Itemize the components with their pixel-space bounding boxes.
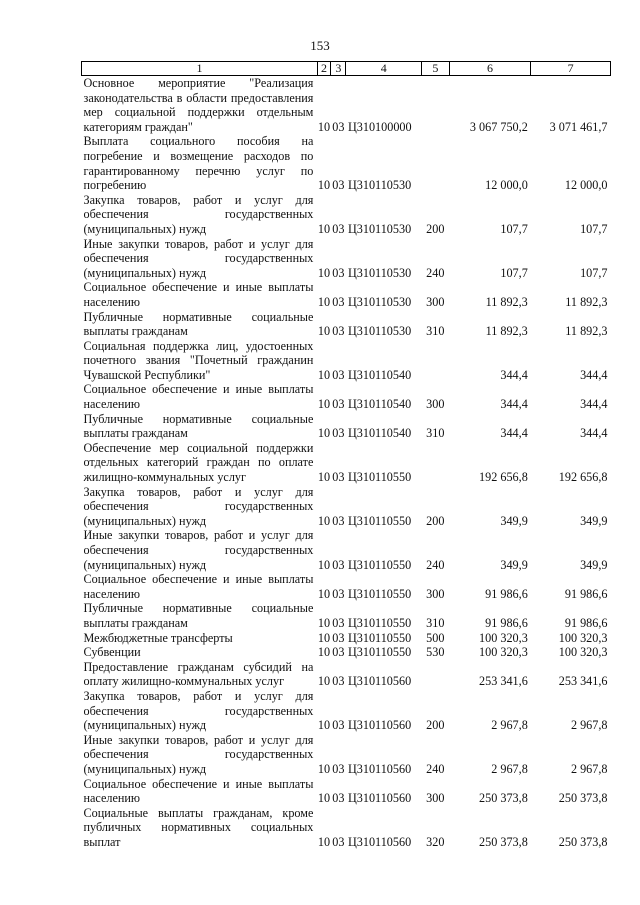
row-amount-year-2: 107,7: [580, 265, 608, 280]
row-subsection: 03: [332, 265, 345, 280]
row-name: Социальное обеспечение и иные выплаты населению: [83, 280, 314, 309]
row-amount-year-1: 91 986,6: [485, 615, 528, 630]
row-subsection: 03: [332, 294, 345, 309]
table-row: [82, 572, 611, 601]
row-section: 10: [317, 761, 331, 776]
row-amount-year-2: 91 986,6: [564, 615, 608, 630]
row-section: 10: [317, 294, 331, 309]
row-section: 10: [317, 513, 331, 528]
row-expense-type: [422, 134, 450, 192]
row-amount-year-1: 250 373,8: [479, 834, 528, 849]
table-row: [82, 237, 611, 281]
row-target-code: Ц310110560: [347, 674, 412, 689]
row-section: 10: [317, 645, 331, 660]
row-name: Публичные нормативные социальные выплаты гражданам: [83, 411, 314, 441]
row-amount-year-1: 344,4: [500, 397, 528, 412]
row-amount-year-1: 91 986,6: [485, 586, 528, 601]
row-section: 10: [317, 367, 331, 382]
row-target-code: Ц310110560: [347, 718, 412, 733]
row-name: Социальная поддержка лиц, удостоенных почетного звания "Почетный гражданин Чувашской Республики": [83, 338, 314, 382]
row-amount-year-1: 107,7: [500, 221, 528, 236]
table-row: [82, 382, 611, 411]
row-subsection: 03: [332, 557, 345, 572]
row-section: 10: [317, 265, 331, 280]
row-target-code: Ц310110530: [347, 265, 412, 280]
row-section: 10: [317, 834, 331, 849]
row-name: Социальные выплаты гражданам, кроме публичных нормативных социальных выплат: [83, 805, 314, 849]
row-target-code: Ц310110560: [347, 761, 412, 776]
row-amount-year-2: 100 320,3: [558, 645, 608, 660]
row-subsection: 03: [332, 367, 345, 382]
row-name: Основное мероприятие "Реализация законодательства в области предоставления мер социальной поддержки отдельным категориям граждан": [83, 76, 314, 134]
row-section: 10: [317, 470, 331, 485]
row-subsection: 03: [332, 791, 345, 806]
row-target-code: Ц310110550: [347, 586, 412, 601]
row-expense-type: 310: [426, 615, 445, 630]
row-amount-year-1: 250 373,8: [479, 791, 528, 806]
row-target-code: Ц310110540: [347, 426, 412, 441]
row-name: Закупка товаров, работ и услуг для обеспечения государственных (муниципальных) нужд: [83, 192, 314, 236]
row-expense-type: 500: [426, 630, 445, 645]
row-amount-year-2: 2 967,8: [570, 761, 608, 776]
header-row: [82, 62, 611, 76]
row-expense-type: 240: [426, 557, 445, 572]
header-col-7: 7: [531, 62, 611, 76]
row-amount-year-2: 100 320,3: [558, 630, 608, 645]
row-name: Закупка товаров, работ и услуг для обеспечения государственных (муниципальных) нужд: [83, 484, 314, 528]
row-section: 10: [317, 674, 331, 689]
row-amount-year-2: 12 000,0: [564, 178, 608, 193]
table-body: [82, 76, 611, 850]
row-target-code: Ц310110550: [347, 470, 412, 485]
row-amount-year-1: 192 656,8: [479, 470, 528, 485]
row-target-code: Ц310110550: [347, 630, 412, 645]
row-target-code: Ц310110560: [347, 791, 412, 806]
row-section: 10: [317, 557, 331, 572]
budget-table: [81, 61, 611, 849]
row-name: Иные закупки товаров, работ и услуг для обеспечения государственных (муниципальных) нужд: [83, 732, 314, 776]
row-amount-year-1: 11 892,3: [485, 324, 528, 339]
row-amount-year-2: 192 656,8: [558, 470, 608, 485]
row-subsection: 03: [332, 586, 345, 601]
header-col-2: 2: [317, 62, 330, 76]
row-target-code: Ц310110530: [347, 221, 412, 236]
row-name: Социальное обеспечение и иные выплаты населению: [83, 572, 314, 601]
row-subsection: 03: [332, 761, 345, 776]
table-row: [82, 310, 611, 339]
row-target-code: Ц310110560: [347, 834, 412, 849]
table-row: [82, 76, 611, 135]
row-name: Выплата социального пособия на погребение и возмещение расходов по гарантированному перечню услуг по погребению: [83, 134, 314, 193]
header-col-5: 5: [422, 62, 450, 76]
row-target-code: Ц310110540: [347, 367, 412, 382]
row-subsection: 03: [332, 221, 345, 236]
row-amount-year-1: 100 320,3: [479, 630, 528, 645]
table-row: [82, 660, 611, 689]
row-expense-type: 300: [426, 397, 445, 412]
header-col-4: 4: [346, 62, 422, 76]
row-subsection: 03: [332, 834, 345, 849]
row-name: Иные закупки товаров, работ и услуг для обеспечения государственных (муниципальных) нужд: [83, 236, 314, 280]
row-amount-year-1: 12 000,0: [485, 178, 528, 193]
row-expense-type: 310: [426, 426, 445, 441]
row-name: Субвенции: [83, 645, 141, 660]
table-row: [82, 733, 611, 777]
header-col-3: 3: [331, 62, 346, 76]
row-amount-year-1: 349,9: [500, 513, 528, 528]
row-amount-year-2: 253 341,6: [558, 674, 608, 689]
row-section: 10: [317, 615, 331, 630]
row-expense-type: 320: [426, 834, 445, 849]
table-row: [82, 777, 611, 806]
row-target-code: Ц310110550: [347, 615, 412, 630]
table-row: [82, 193, 611, 237]
row-amount-year-2: 11 892,3: [565, 324, 608, 339]
row-target-code: Ц310110540: [347, 397, 412, 412]
row-expense-type: 240: [426, 761, 445, 776]
row-expense-type: [422, 441, 450, 485]
row-name: Закупка товаров, работ и услуг для обеспечения государственных (муниципальных) нужд: [83, 688, 314, 733]
table-row: [82, 689, 611, 733]
page-number: 153: [310, 38, 330, 53]
row-section: 10: [317, 630, 331, 645]
row-expense-type: [422, 339, 450, 383]
row-amount-year-2: 2 967,8: [570, 718, 608, 733]
row-expense-type: 310: [426, 324, 445, 339]
row-section: 10: [317, 586, 331, 601]
row-amount-year-2: 250 373,8: [558, 834, 608, 849]
row-amount-year-2: 349,9: [580, 557, 608, 572]
row-target-code: Ц310110550: [347, 557, 412, 572]
row-amount-year-2: 344,4: [580, 367, 608, 382]
row-amount-year-1: 11 892,3: [485, 294, 528, 309]
table-header: [82, 62, 611, 76]
row-amount-year-1: 344,4: [500, 367, 528, 382]
row-amount-year-2: 250 373,8: [558, 791, 608, 806]
row-target-code: Ц310100000: [347, 119, 412, 134]
row-amount-year-1: 2 967,8: [491, 761, 528, 776]
row-name: Межбюджетные трансферты: [83, 630, 233, 645]
row-amount-year-2: 91 986,6: [564, 586, 608, 601]
row-section: 10: [317, 426, 331, 441]
row-subsection: 03: [332, 674, 345, 689]
table-row: [82, 280, 611, 309]
row-subsection: 03: [332, 324, 345, 339]
row-section: 10: [317, 119, 331, 134]
row-amount-year-2: 107,7: [580, 221, 608, 236]
row-expense-type: 300: [426, 294, 445, 309]
row-amount-year-1: 253 341,6: [479, 674, 528, 689]
row-subsection: 03: [332, 513, 345, 528]
row-expense-type: 300: [426, 791, 445, 806]
table-row: [82, 441, 611, 485]
row-amount-year-1: 344,4: [500, 426, 528, 441]
row-name: Предоставление гражданам субсидий на оплату жилищно-коммунальных услуг: [83, 659, 314, 689]
row-section: 10: [317, 791, 331, 806]
header-col-1: 1: [82, 62, 318, 76]
row-section: 10: [317, 178, 331, 193]
row-expense-type: 300: [426, 586, 445, 601]
table-row: [82, 631, 611, 646]
row-name: Публичные нормативные социальные выплаты гражданам: [83, 601, 314, 630]
table-row: [82, 134, 611, 192]
table-row: [82, 412, 611, 441]
row-section: 10: [317, 397, 331, 412]
row-expense-type: 530: [426, 645, 445, 660]
row-section: 10: [317, 718, 331, 733]
row-amount-year-2: 3 071 461,7: [549, 119, 608, 134]
row-expense-type: 200: [426, 221, 445, 236]
row-subsection: 03: [332, 119, 345, 134]
table-row: [82, 339, 611, 383]
row-amount-year-2: 11 892,3: [565, 294, 608, 309]
row-subsection: 03: [332, 645, 345, 660]
row-amount-year-2: 344,4: [580, 426, 608, 441]
row-subsection: 03: [332, 718, 345, 733]
row-amount-year-1: 107,7: [500, 265, 528, 280]
table-row: [82, 485, 611, 529]
row-name: Иные закупки товаров, работ и услуг для обеспечения государственных (муниципальных) нужд: [83, 528, 314, 572]
row-subsection: 03: [332, 426, 345, 441]
row-amount-year-2: 349,9: [580, 513, 608, 528]
table-row: [82, 645, 611, 660]
row-name: Обеспечение мер социальной поддержки отдельных категорий граждан по оплате жилищно-коммунальных услуг: [83, 440, 314, 485]
row-target-code: Ц310110530: [347, 178, 412, 193]
row-section: 10: [317, 221, 331, 236]
row-target-code: Ц310110550: [347, 645, 412, 660]
row-subsection: 03: [332, 397, 345, 412]
row-section: 10: [317, 324, 331, 339]
row-subsection: 03: [332, 470, 345, 485]
row-name: Социальное обеспечение и иные выплаты населению: [83, 382, 314, 412]
row-expense-type: 200: [426, 718, 445, 733]
table-row: [82, 806, 611, 850]
header-col-6: 6: [449, 62, 531, 76]
row-amount-year-1: 100 320,3: [479, 645, 528, 660]
row-target-code: Ц310110530: [347, 324, 412, 339]
row-amount-year-1: 3 067 750,2: [469, 119, 528, 134]
row-subsection: 03: [332, 178, 345, 193]
row-name: Публичные нормативные социальные выплаты гражданам: [83, 309, 314, 339]
row-amount-year-1: 349,9: [500, 557, 528, 572]
row-target-code: Ц310110550: [347, 513, 412, 528]
row-target-code: Ц310110530: [347, 294, 412, 309]
row-subsection: 03: [332, 615, 345, 630]
row-expense-type: 200: [426, 513, 445, 528]
table-row: [82, 601, 611, 630]
row-expense-type: 240: [426, 265, 445, 280]
row-expense-type: [422, 660, 450, 689]
row-name: Социальное обеспечение и иные выплаты населению: [83, 776, 314, 806]
row-amount-year-2: 344,4: [580, 397, 608, 412]
row-amount-year-1: 2 967,8: [491, 718, 528, 733]
table-row: [82, 528, 611, 572]
row-subsection: 03: [332, 630, 345, 645]
row-expense-type: [422, 76, 450, 135]
